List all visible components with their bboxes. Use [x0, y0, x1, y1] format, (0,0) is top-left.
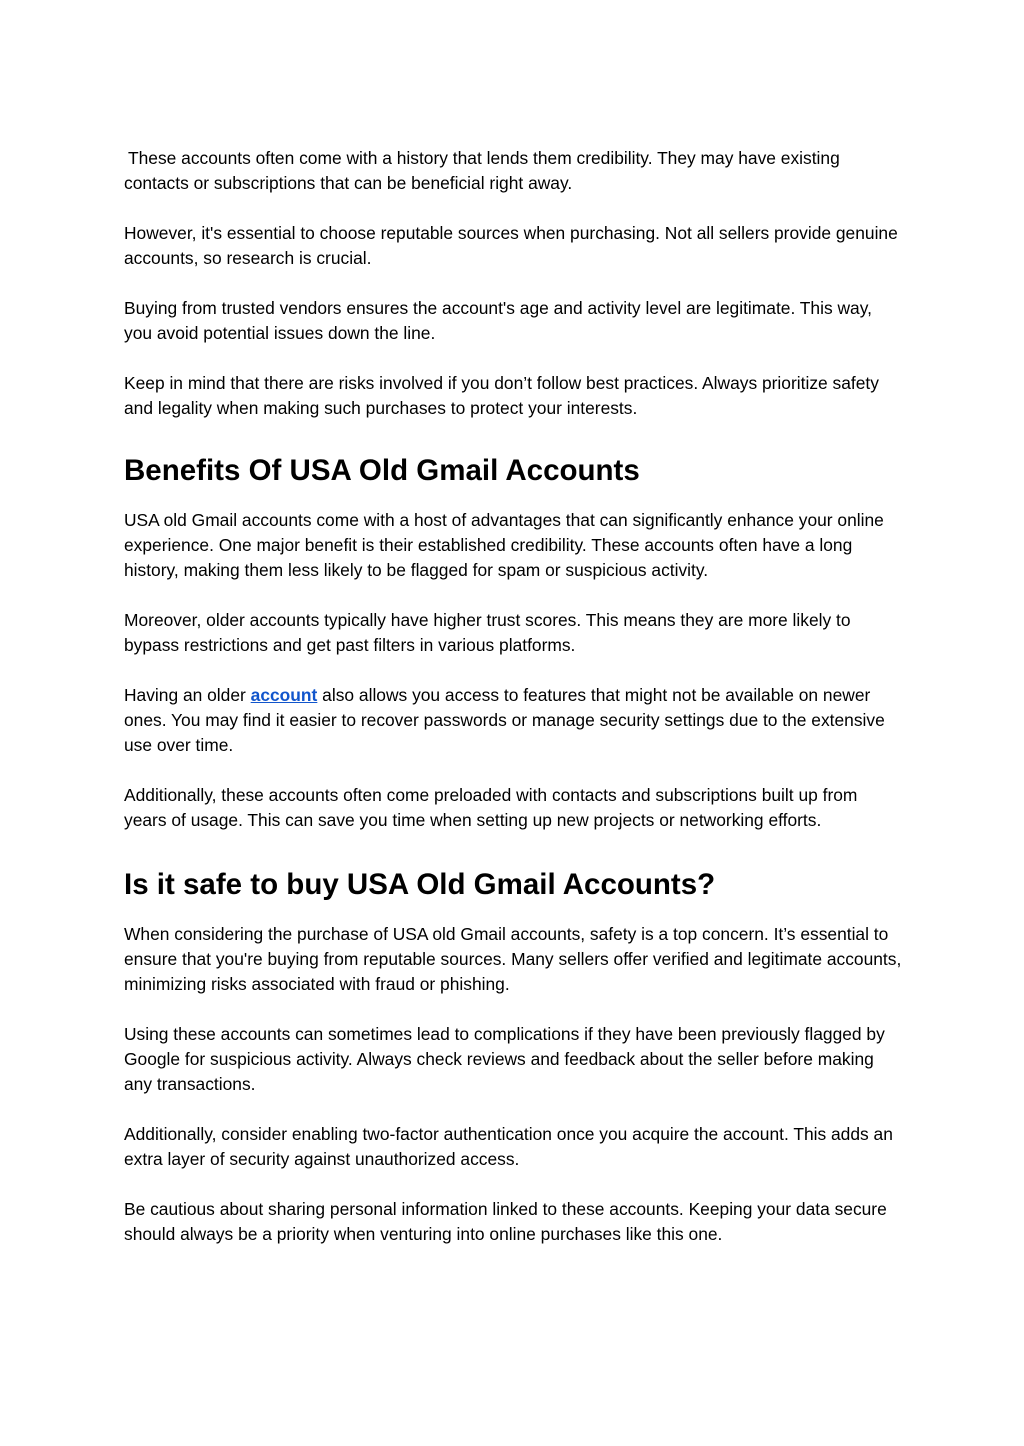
benefits-paragraph-2: Moreover, older accounts typically have higher trust scores. This means they are more likely to bypass restrictions and get past filters in various platforms. — [124, 610, 851, 655]
account-link[interactable]: account — [250, 685, 318, 705]
safety-paragraph-4: Be cautious about sharing personal information linked to these accounts. Keeping your data secure should always be a priority when venturing into online purchases like this one. — [124, 1199, 887, 1244]
benefits-heading: Benefits Of USA Old Gmail Accounts — [124, 454, 640, 487]
benefits-paragraph-3 — [124, 683, 904, 758]
intro-paragraph-4: Keep in mind that there are risks involved if you don’t follow best practices. Always prioritize safety and legality when making such purchases to protect your interests. — [124, 373, 879, 418]
benefits-paragraph-1: USA old Gmail accounts come with a host of advantages that can significantly enhance your online experience. One major benefit is their established credibility. These accounts often have a long history, making them less likely to be flagged for spam or suspicious activity. — [124, 510, 884, 580]
benefits-paragraph-4: Additionally, these accounts often come preloaded with contacts and subscriptions built up from years of usage. This can save you time when setting up new projects or networking efforts. — [124, 785, 858, 830]
safety-heading: Is it safe to buy USA Old Gmail Accounts? — [124, 868, 716, 901]
document-page — [124, 146, 904, 1272]
intro-paragraph-1: These accounts often come with a history that lends them credibility. They may have existing contacts or subscriptions that can be beneficial right away. — [124, 148, 840, 193]
intro-paragraph-2: However, it's essential to choose reputable sources when purchasing. Not all sellers provide genuine accounts, so research is crucial. — [124, 223, 898, 268]
benefits-paragraph-3-after: also allows you access to features that might not be available on newer ones. You may find it easier to recover passwords or manage security settings due to the extensive use over time. — [124, 685, 885, 755]
safety-paragraph-3: Additionally, consider enabling two-factor authentication once you acquire the account. This adds an extra layer of security against unauthorized access. — [124, 1124, 893, 1169]
intro-paragraph-3: Buying from trusted vendors ensures the account's age and activity level are legitimate. This way, you avoid potential issues down the line. — [124, 298, 872, 343]
benefits-paragraph-3-before: Having an older — [124, 685, 251, 705]
safety-paragraph-2: Using these accounts can sometimes lead to complications if they have been previously flagged by Google for suspicious activity. Always check reviews and feedback about the seller before making any transactions. — [124, 1024, 885, 1094]
safety-paragraph-1: When considering the purchase of USA old Gmail accounts, safety is a top concern. It’s essential to ensure that you're buying from reputable sources. Many sellers offer verified and legitimate accounts, minimizing risks associated with fraud or phishing. — [124, 924, 902, 994]
